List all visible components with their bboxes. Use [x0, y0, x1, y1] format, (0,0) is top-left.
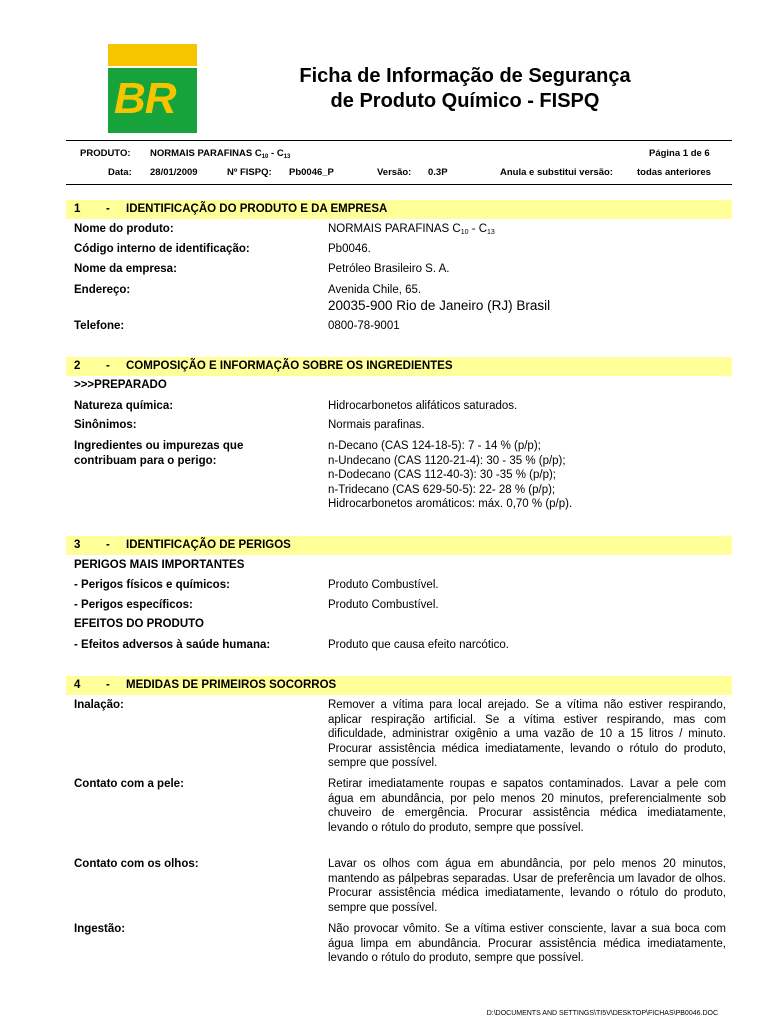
- page-number: Página 1 de 6: [649, 148, 710, 159]
- logo-text: BR: [114, 74, 176, 123]
- ingredientes-label: Ingredientes ou impurezas que contribuam para o perigo:: [74, 440, 244, 467]
- efeitos-header: EFEITOS DO PRODUTO: [74, 618, 204, 630]
- versao-label: Versão:: [377, 167, 412, 178]
- empresa-label: Nome da empresa:: [74, 263, 177, 275]
- produto-label: PRODUTO:: [80, 148, 131, 159]
- section-number: 1: [74, 203, 81, 215]
- natureza-value: Hidrocarbonetos alifáticos saturados.: [328, 400, 518, 412]
- section-number: 2: [74, 360, 81, 372]
- section-title: IDENTIFICAÇÃO DE PERIGOS: [126, 539, 291, 551]
- produto-value: NORMAIS PARAFINAS $C_{10} - C_{13}$: [150, 148, 291, 160]
- inalacao-value: Remover a vítima para local arejado. Se a vítima não estiver respirando, aplicar respiração artificial. Se a vítima estiver respirando, mas com dificuldade, administrar oxigênio a uma vazão de 10 a 15 litros / minuto. Procurar assistência médica imediatamente, levando o rótulo do produto, sempre que possível.: [328, 699, 726, 769]
- olhos-value: Lavar os olhos com água em abundância, por pelo menos 20 minutos, mantendo as pálpebras separadas. Usar de preferência um lavador de olhos. Procurar assistência médica imediatamente, levando o rótulo do produto, sempre que possível.: [328, 858, 726, 914]
- preparado-label: >>>PREPARADO: [74, 379, 167, 391]
- section-3-header: [66, 536, 732, 555]
- document-title: [230, 64, 700, 114]
- ingredient-item: n-Dodecano (CAS 112-40-3): 30 -35 % (p/p);: [328, 469, 556, 481]
- section-4-header: [66, 676, 732, 695]
- telefone-label: Telefone:: [74, 320, 125, 332]
- section-1-header: [66, 200, 732, 219]
- section-dash: -: [106, 679, 110, 691]
- ingestao-value: Não provocar vômito. Se a vítima estiver consciente, lavar a sua boca com água limpa em abundância. Procurar assistência médica imediatamente, levando o rótulo do produto, sempre que possível.: [328, 923, 726, 964]
- logo-yellow-band: [108, 44, 197, 66]
- section-title: MEDIDAS DE PRIMEIROS SOCORROS: [126, 679, 337, 691]
- section-title: IDENTIFICAÇÃO DO PRODUTO E DA EMPRESA: [126, 203, 388, 215]
- sinonimos-label: Sinônimos:: [74, 419, 137, 431]
- ingestao-label: Ingestão:: [74, 923, 126, 935]
- data-label: Data:: [108, 167, 132, 178]
- section-dash: -: [106, 539, 110, 551]
- ingredientes-list: [328, 439, 726, 512]
- olhos-label: Contato com os olhos:: [74, 858, 199, 870]
- section-title: COMPOSIÇÃO E INFORMAÇÃO SOBRE OS INGREDIENTES: [126, 360, 453, 372]
- header-rule-bottom: [66, 184, 732, 185]
- nome-produto-label: Nome do produto:: [74, 223, 174, 235]
- anula-value: todas anteriores: [637, 167, 711, 178]
- section-number: 4: [74, 679, 81, 691]
- header-rule-top: [66, 140, 732, 141]
- section-2-header: [66, 357, 732, 376]
- empresa-value: Petróleo Brasileiro S. A.: [328, 263, 450, 275]
- pele-value: Retirar imediatamente roupas e sapatos contaminados. Lavar a pele com água em abundância, por pelo menos 20 minutos, preferencialmente sob chuveiro de emergência. Procurar assistência médica imediatamente, levando o rótulo do produto, sempre que possível.: [328, 778, 726, 834]
- anula-label: Anula e substitui versão:: [500, 167, 613, 178]
- perigos-header: PERIGOS MAIS IMPORTANTES: [74, 559, 245, 571]
- adversos-label: - Efeitos adversos à saúde humana:: [74, 639, 271, 651]
- inalacao-label: Inalação:: [74, 699, 124, 711]
- especificos-label: - Perigos específicos:: [74, 599, 193, 611]
- nome-produto-value: NORMAIS PARAFINAS $C_{10} - C_{13}$: [328, 223, 495, 236]
- endereco-line-1: Avenida Chile, 65.: [328, 284, 422, 296]
- section-dash: -: [106, 203, 110, 215]
- fisicos-label: - Perigos físicos e químicos:: [74, 579, 230, 591]
- sinonimos-value: Normais parafinas.: [328, 419, 425, 431]
- title-line-1: Ficha de Informação de Segurança: [299, 65, 631, 87]
- ingredient-item: n-Tridecano (CAS 629-50-5): 22- 28 % (p/p);: [328, 483, 556, 496]
- telefone-value: 0800-78-9001: [328, 320, 400, 332]
- section-dash: -: [106, 360, 110, 372]
- ingredient-item: Hidrocarbonetos aromáticos: máx. 0,70 % (p/p).: [328, 498, 573, 510]
- ingredient-item: n-Undecano (CAS 1120-21-4): 30 - 35 % (p/p);: [328, 454, 566, 467]
- pele-label: Contato com a pele:: [74, 778, 184, 790]
- endereco-line-2: 20035-900 Rio de Janeiro (RJ) Brasil: [328, 298, 551, 313]
- section-number: 3: [74, 539, 81, 551]
- ingredient-item: n-Decano (CAS 124-18-5): 7 - 14 % (p/p);: [328, 440, 541, 452]
- especificos-value: Produto Combustível.: [328, 599, 439, 611]
- title-line-2: de Produto Químico - FISPQ: [330, 90, 600, 112]
- fispq-value: Pb0046_P: [289, 167, 334, 178]
- data-value: 28/01/2009: [150, 167, 198, 178]
- versao-value: 0.3P: [428, 167, 448, 178]
- adversos-value: Produto que causa efeito narcótico.: [328, 639, 509, 651]
- natureza-label: Natureza química:: [74, 400, 174, 412]
- file-path-footer: D:\DOCUMENTS AND SETTINGS\TI5V\DESKTOP\FICHAS\PB0046.DOC: [486, 1010, 718, 1017]
- br-logo: [108, 44, 197, 133]
- fispq-label: Nº FISPQ:: [227, 167, 272, 178]
- endereco-label: Endereço:: [74, 284, 131, 296]
- codigo-value: Pb0046.: [328, 243, 371, 255]
- fisicos-value: Produto Combustível.: [328, 579, 439, 591]
- codigo-label: Código interno de identificação:: [74, 243, 250, 255]
